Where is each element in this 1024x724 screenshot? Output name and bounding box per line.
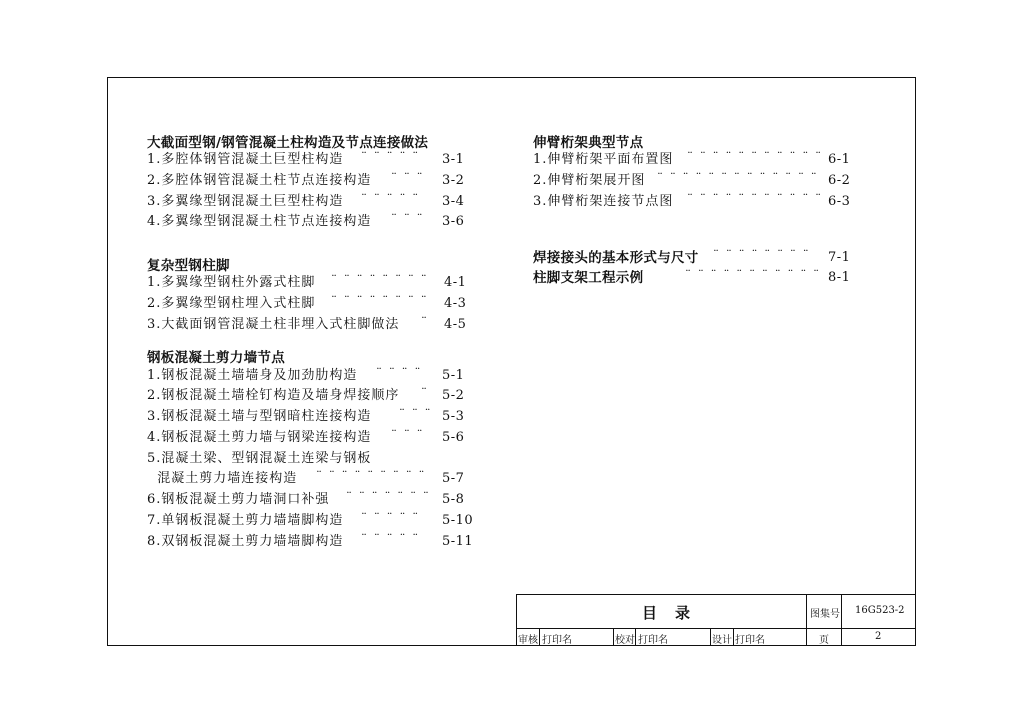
review-label: 审核 [518,635,538,646]
toc-entry-text: 焊接接头的基本形式与尺寸 [533,250,699,266]
toc-entry-text: 7.单钢板混凝土剪力墙墙脚构造 [147,513,344,528]
toc-leader-dots: ¨ ¨ ¨ ¨ ¨ ¨ ¨ ¨ ¨ ¨ ¨ [685,268,821,282]
section-heading-shear-walls: 钢板混凝土剪力墙节点 [147,350,285,366]
toc-page-ref: 3-4 [442,194,465,209]
toc-leader-dots: ¨ ¨ ¨ [391,212,425,226]
design-name: 打印名 [735,635,765,646]
toc-page-ref: 7-1 [828,250,851,265]
title-block-vline [635,628,636,646]
toc-leader-dots: ¨ ¨ ¨ ¨ ¨ ¨ ¨ [346,490,431,504]
toc-leader-dots: ¨ ¨ ¨ ¨ ¨ ¨ ¨ ¨ ¨ ¨ ¨ [687,192,823,206]
toc-entry-text: 3.大截面钢管混凝土柱非埋入式柱脚做法 [147,317,400,332]
title-block [516,594,916,646]
toc-page-ref: 5-11 [442,534,474,549]
toc-entry-text: 2.多腔体钢管混凝土柱节点连接构造 [147,173,372,188]
toc-leader-dots: ¨ ¨ ¨ ¨ ¨ [361,532,420,546]
toc-leader-dots: ¨ ¨ ¨ ¨ ¨ [361,150,420,164]
toc-entry-text: 3.伸臂桁架连接节点图 [533,194,674,209]
atlas-number: 16G523-2 [855,605,905,616]
page-label: 页 [819,635,829,646]
toc-leader-dots: ¨ ¨ ¨ ¨ ¨ ¨ ¨ ¨ ¨ ¨ ¨ [687,150,823,164]
toc-page-ref: 4-1 [444,275,467,290]
toc-page-ref: 4-3 [444,296,467,311]
drawing-title: 目录 [642,604,709,622]
toc-page-ref: 3-2 [442,173,465,188]
toc-page-ref: 3-1 [442,152,465,167]
title-block-vline [539,628,540,646]
check-label: 校对 [615,635,635,646]
toc-entry-text: 1.伸臂桁架平面布置图 [533,152,674,167]
toc-leader-dots: ¨ ¨ ¨ ¨ ¨ [361,511,420,525]
section-heading-outrigger-truss: 伸臂桁架典型节点 [533,135,644,151]
toc-page-ref: 3-6 [442,214,465,229]
toc-leader-dots: ¨ ¨ ¨ [391,171,425,185]
toc-leader-dots: ¨ ¨ ¨ [391,428,425,442]
toc-leader-dots: ¨ [421,386,429,400]
toc-leader-dots: ¨ [421,315,429,329]
toc-entry-text: 2.多翼缘型钢柱埋入式柱脚 [147,296,316,311]
toc-entry-text: 3.钢板混凝土墙与型钢暗柱连接构造 [147,409,372,424]
title-block-divider [517,628,915,629]
toc-leader-dots: ¨ ¨ ¨ ¨ [376,366,422,380]
toc-page-ref: 5-8 [442,492,465,507]
toc-leader-dots: ¨ ¨ ¨ [399,407,433,421]
title-block-vline [841,628,842,646]
toc-entry-text: 3.多翼缘型钢混凝土巨型柱构造 [147,194,344,209]
toc-leader-dots: ¨ ¨ ¨ ¨ ¨ ¨ ¨ ¨ [331,273,429,287]
title-block-vline [806,628,807,646]
toc-entry-text: 混凝土剪力墙连接构造 [147,471,298,486]
check-name: 打印名 [638,635,668,646]
toc-entry-text: 1.多翼缘型钢柱外露式柱脚 [147,275,316,290]
review-name: 打印名 [542,635,572,646]
toc-entry-text: 6.钢板混凝土剪力墙洞口补强 [147,492,330,507]
section-heading-column-bases: 复杂型钢柱脚 [147,258,230,274]
toc-page-ref: 5-2 [442,388,465,403]
toc-page-ref: 5-1 [442,368,465,383]
toc-page-ref: 8-1 [828,270,851,285]
toc-page-ref: 5-3 [442,409,465,424]
toc-entry-text: 柱脚支架工程示例 [533,270,644,286]
toc-page-ref: 5-10 [442,513,474,528]
title-block-vline [710,628,711,646]
toc-leader-dots: ¨ ¨ ¨ ¨ ¨ ¨ ¨ ¨ [713,248,811,262]
title-block-vline [806,595,807,628]
toc-leader-dots: ¨ ¨ ¨ ¨ ¨ ¨ ¨ ¨ ¨ ¨ ¨ ¨ ¨ [657,171,819,185]
atlas-number-label: 图集号 [810,609,840,620]
title-block-vline [841,595,842,628]
toc-page-ref: 6-1 [828,152,851,167]
section-heading-columns: 大截面型钢/钢管混凝土柱构造及节点连接做法 [147,135,429,151]
toc-entry-text: 1.钢板混凝土墙墙身及加劲肋构造 [147,368,358,383]
toc-entry-text: 1.多腔体钢管混凝土巨型柱构造 [147,152,344,167]
toc-entry-text: 8.双钢板混凝土剪力墙墙脚构造 [147,534,344,549]
toc-page-ref: 5-6 [442,430,465,445]
toc-page-ref: 6-3 [828,194,851,209]
toc-leader-dots: ¨ ¨ ¨ ¨ ¨ ¨ ¨ ¨ [331,294,429,308]
toc-leader-dots: ¨ ¨ ¨ ¨ ¨ ¨ ¨ ¨ ¨ [316,469,427,483]
toc-page-ref: 6-2 [828,173,851,188]
toc-page-ref: 5-7 [442,471,465,486]
title-block-vline [733,628,734,646]
toc-leader-dots: ¨ ¨ ¨ ¨ ¨ [361,192,420,206]
toc-entry-text: 2.钢板混凝土墙栓钉构造及墙身焊接顺序 [147,388,400,403]
toc-entry-text: 5.混凝土梁、型钢混凝土连梁与钢板 [147,451,372,466]
design-label: 设计 [712,635,732,646]
page-number: 2 [875,631,882,642]
toc-page-ref: 4-5 [444,317,467,332]
title-block-vline [613,628,614,646]
toc-entry-text: 2.伸臂桁架展开图 [533,173,646,188]
toc-entry-text: 4.多翼缘型钢混凝土柱节点连接构造 [147,214,372,229]
toc-entry-text: 4.钢板混凝土剪力墙与钢梁连接构造 [147,430,372,445]
